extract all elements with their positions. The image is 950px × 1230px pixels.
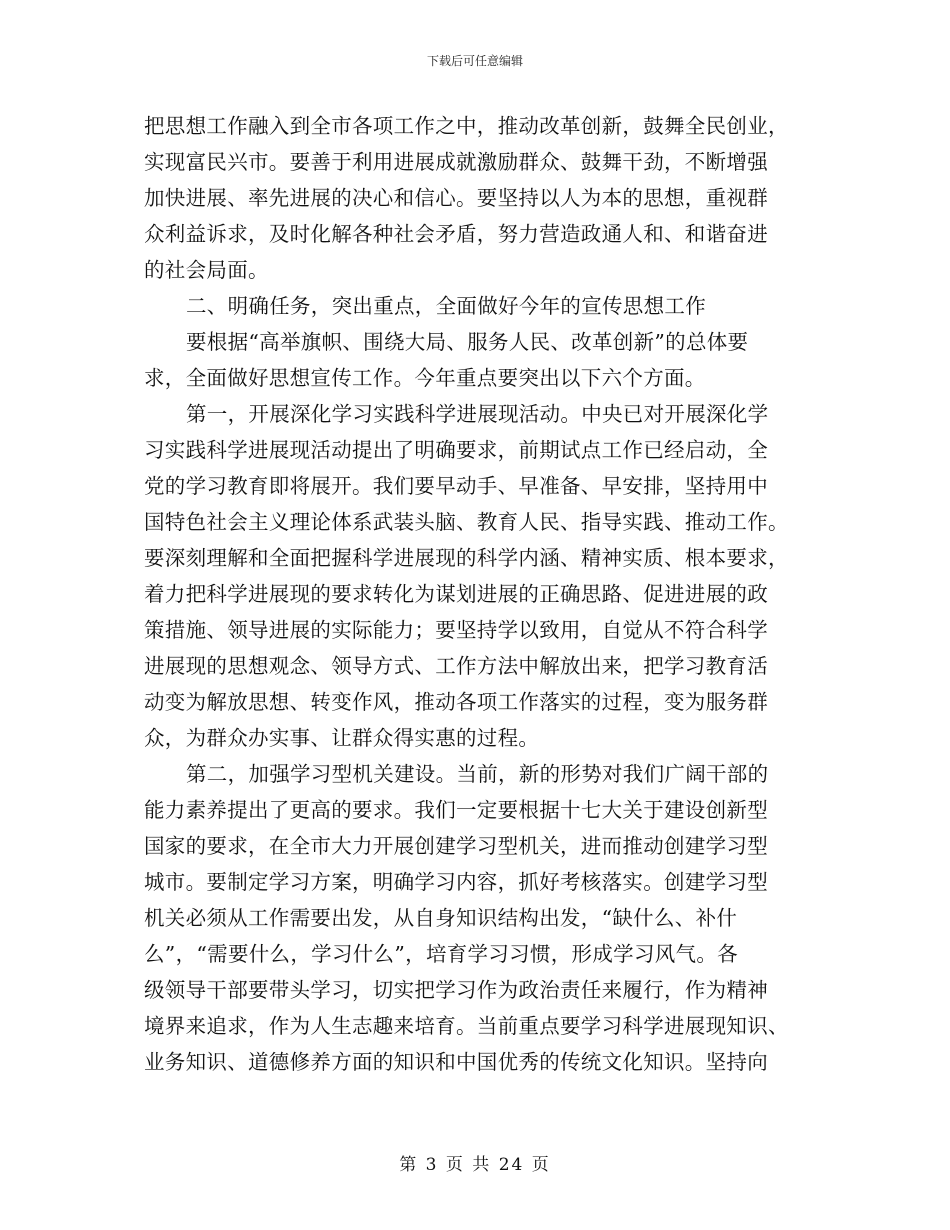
- text-line: 机关必须从工作需要出发，从自身知识结构出发，“缺什么、补什: [144, 906, 738, 930]
- page-header-note: 下载后可任意编辑: [426, 54, 523, 68]
- text-line: 能力素养提出了更高的要求。我们一定要根据十七大关于建设创新型: [144, 798, 768, 822]
- text-line: 要深刻理解和全面把握科学进展现的科学内涵、精神实质、根本要求，: [144, 546, 789, 570]
- text-line: 加快进展、率先进展的决心和信心。要坚持以人为本的思想，重视群: [144, 186, 768, 210]
- text-line: 业务知识、道德修养方面的知识和中国优秀的传统文化知识。坚持向: [144, 1050, 768, 1074]
- section-heading: 二、明确任务，突出重点，全面做好今年的宣传思想工作: [186, 294, 706, 318]
- text-line: 境界来追求，作为人生志趣来培育。当前重点要学习科学进展现知识、: [144, 1014, 789, 1038]
- text-line: 的社会局面。: [144, 258, 269, 282]
- text-line: 实现富民兴市。要善于利用进展成就激励群众、鼓舞干劲，不断增强: [144, 150, 768, 174]
- document-body: [144, 108, 804, 1080]
- text-line: 众利益诉求，及时化解各种社会矛盾，努力营造政通人和、和谐奋进: [144, 222, 768, 246]
- paragraph-start-line: 第一，开展深化学习实践科学进展现活动。中央已对开展深化学: [186, 402, 769, 426]
- text-line: 党的学习教育即将展开。我们要早动手、早准备、早安排，坚持用中: [144, 474, 768, 498]
- text-line: 么”，“需要什么，学习什么”，培育学习习惯，形成学习风气。各: [144, 942, 738, 966]
- text-line: 进展现的思想观念、领导方式、工作方法中解放出来，把学习教育活: [144, 654, 768, 678]
- text-line: 习实践科学进展现活动提出了明确要求，前期试点工作已经启动，全: [144, 438, 768, 462]
- text-line: 着力把科学进展现的要求转化为谋划进展的正确思路、促进进展的政: [144, 582, 768, 606]
- text-line: 国家的要求，在全市大力开展创建学习型机关，进而推动创建学习型: [144, 834, 768, 858]
- paragraph-start-line: 要根据“高举旗帜、围绕大局、服务人民、改革创新”的总体要: [186, 330, 749, 354]
- text-line: 求，全面做好思想宣传工作。今年重点要突出以下六个方面。: [144, 366, 706, 390]
- text-line: 动变为解放思想、转变作风，推动各项工作落实的过程，变为服务群: [144, 690, 768, 714]
- paragraph-start-line: 第二，加强学习型机关建设。当前，新的形势对我们广阔干部的: [186, 762, 769, 786]
- text-line: 级领导干部要带头学习，切实把学习作为政治责任来履行，作为精神: [144, 978, 768, 1002]
- text-line: 国特色社会主义理论体系武装头脑、教育人民、指导实践、推动工作。: [144, 510, 789, 534]
- text-line: 策措施、领导进展的实际能力；要坚持学以致用，自觉从不符合科学: [144, 618, 768, 642]
- text-line: 城市。要制定学习方案，明确学习内容，抓好考核落实。创建学习型: [144, 870, 768, 894]
- text-line: 众，为群众办实事、让群众得实惠的过程。: [144, 726, 540, 750]
- text-line: 把思想工作融入到全市各项工作之中，推动改革创新，鼓舞全民创业，: [144, 114, 789, 138]
- page-number-footer: 第 3 页 共 24 页: [399, 1155, 551, 1175]
